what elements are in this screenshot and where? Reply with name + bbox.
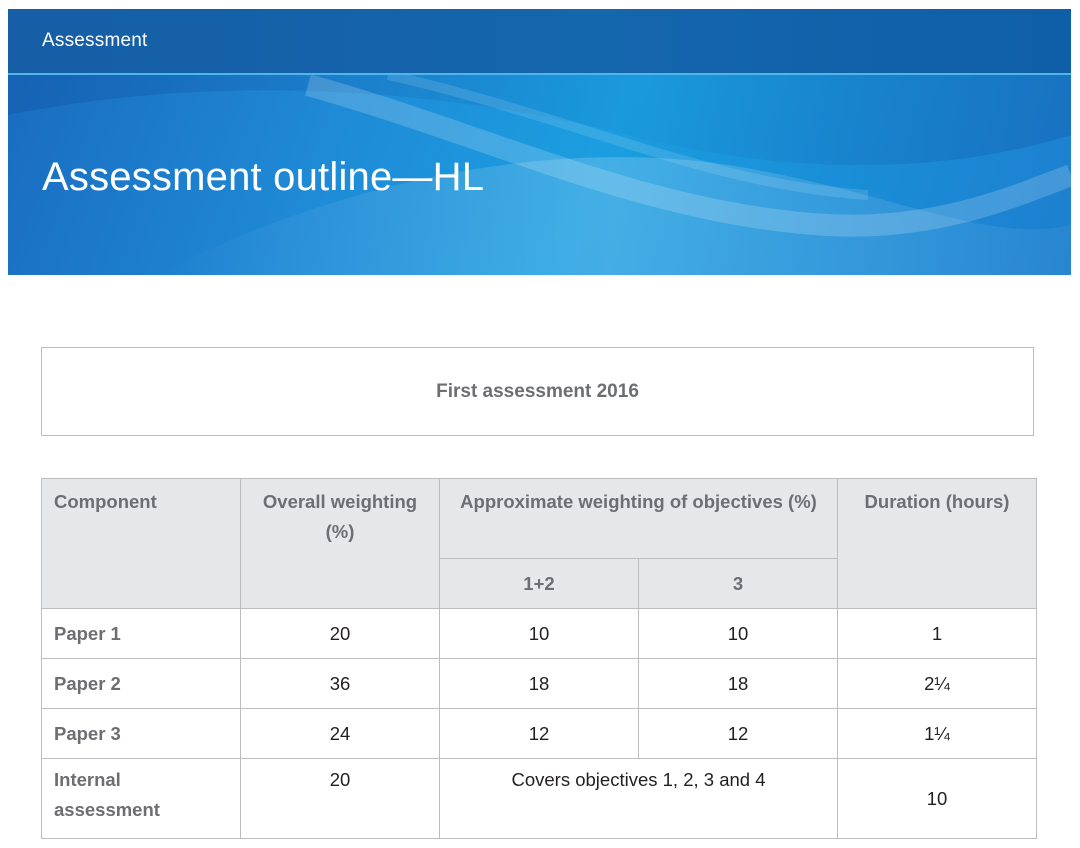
first-assessment-box [41,347,1034,436]
table-row [42,709,1037,759]
row-objectives-1-2: 12 [440,709,639,759]
row-overall [241,759,440,839]
row-overall: 24 [241,709,440,759]
row-component-label: Internal assessment [54,769,160,820]
row-duration: 2¼ [838,659,1037,709]
row-objectives-note [440,759,838,839]
row-objectives-1-2: 18 [440,659,639,709]
header-component: Component [42,479,241,609]
row-objective-3: 12 [639,709,838,759]
page-title: Assessment outline—HL [42,155,485,199]
table-row [42,759,1037,839]
section-header-bar [8,9,1071,73]
table-row [42,659,1037,709]
header-overall-weighting: Overall weighting (%) [241,479,440,609]
row-component: Paper 1 [42,609,241,659]
row-objective-3: 10 [639,609,838,659]
row-component: Paper 2 [42,659,241,709]
first-assessment-label: First assessment 2016 [436,380,639,402]
row-overall: 20 [241,609,440,659]
row-component: Paper 3 [42,709,241,759]
row-overall-value: 20 [329,769,351,790]
header-duration: Duration (hours) [838,479,1037,609]
section-label: Assessment [42,30,148,51]
row-objectives-1-2: 10 [440,609,639,659]
row-duration: 1 [838,609,1037,659]
row-duration: 10 [838,759,1037,839]
assessment-outline-table [41,478,1037,839]
row-objectives-note-text: Covers objectives 1, 2, 3 and 4 [511,769,766,790]
row-component [42,759,241,839]
table-row [42,609,1037,659]
table-header-row [42,479,1037,559]
row-objective-3: 18 [639,659,838,709]
row-overall: 36 [241,659,440,709]
row-duration: 1¼ [838,709,1037,759]
header-approx-weighting: Approximate weighting of objectives (%) [440,479,838,559]
title-banner [8,75,1071,275]
subheader-objectives-1-2: 1+2 [440,559,639,609]
subheader-objective-3: 3 [639,559,838,609]
